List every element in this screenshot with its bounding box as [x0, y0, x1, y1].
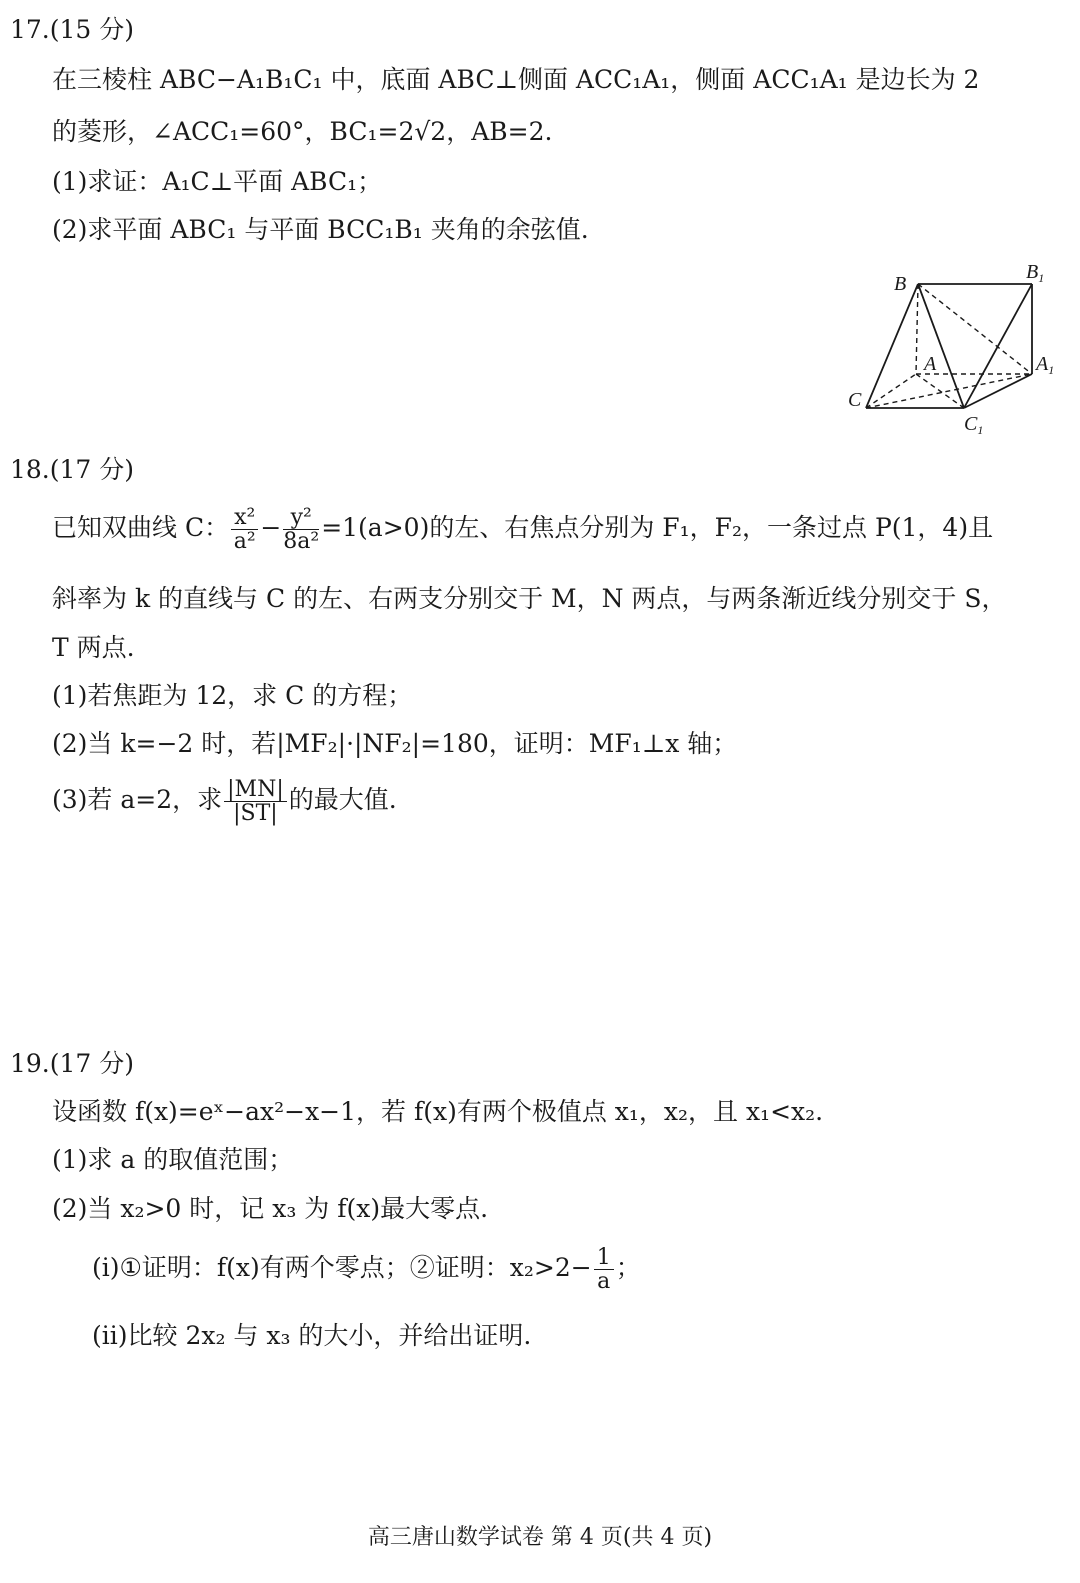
q17-header: 17.(15 分)	[10, 15, 135, 44]
q18-frac-x: $\frac{\text{x²}}{\text{a²}}$	[231, 506, 258, 553]
q18-stem-prefix: 已知双曲线 C：	[52, 513, 230, 543]
q18-frac-mn-st: $\frac{|MN|}{|ST|}$	[224, 778, 287, 825]
edge-B1-C1	[964, 284, 1032, 408]
q17-part1: (1)求证：A₁C⊥平面 ABC₁；	[52, 167, 383, 196]
label-C1: $C_1$	[964, 413, 984, 437]
q18-stem-line3: T 两点.	[52, 633, 135, 662]
q18-stem-line1: 已知双曲线 C： $\frac{\text{x²}}{\text{a²}}$ − $\frac{\text{y²}}{\text{8a²}}$ =1(a>0)的左、右焦点分别为 F₁，F₂，一条过点 P(1，4)且	[52, 505, 994, 555]
q18-part3-suffix: 的最大值.	[288, 785, 397, 815]
label-A: A	[924, 353, 937, 375]
label-B: B	[894, 273, 907, 295]
q17-part2: (2)求平面 ABC₁ 与平面 BCC₁B₁ 夹角的余弦值.	[52, 215, 589, 244]
q18-part3	[52, 778, 397, 825]
page-footer: 高三唐山数学试卷 第 4 页(共 4 页)	[367, 1525, 713, 1550]
label-A1: $A_1$	[1036, 353, 1055, 377]
label-B1: $B_1$	[1026, 261, 1045, 285]
prism-figure	[840, 258, 1070, 438]
q19-part2-ii: (ii)比较 2x₂ 与 x₃ 的大小，并给出证明.	[92, 1321, 532, 1350]
q19-part2i-prefix: (i)①证明：f(x)有两个零点；②证明：x₂>2−	[92, 1253, 592, 1283]
q19-frac-1-over-a: $\frac{1}{a}$	[594, 1246, 614, 1293]
label-C: C	[848, 389, 862, 411]
q18-part3-prefix: (3)若 a=2，求	[52, 785, 223, 815]
q19-part2: (2)当 x₂>0 时，记 x₃ 为 f(x)最大零点.	[52, 1194, 489, 1223]
q19-part2-i	[92, 1246, 641, 1293]
q18-frac-y: $\frac{\text{y²}}{\text{8a²}}$	[283, 505, 320, 555]
q18-header: 18.(17 分)	[10, 455, 135, 484]
q18-part2: (2)当 k=−2 时，若|MF₂|·|NF₂|=180，证明：MF₁⊥x 轴；	[52, 729, 738, 758]
q19-part2i-suffix: ；	[615, 1253, 641, 1283]
edge-B-A	[916, 284, 918, 374]
edge-B-C	[866, 284, 918, 408]
q18-stem-suffix: =1(a>0)的左、右焦点分别为 F₁，F₂，一条过点 P(1，4)且	[321, 513, 994, 543]
q17-stem-line2: 的菱形，∠ACC₁=60°，BC₁=2√2，AB=2.	[52, 117, 553, 146]
q18-stem-line2: 斜率为 k 的直线与 C 的左、右两支分别交于 M，N 两点，与两条渐近线分别交于 S，	[52, 584, 1007, 613]
q19-stem: 设函数 f(x)=eˣ−ax²−x−1，若 f(x)有两个极值点 x₁，x₂，且 x₁<x₂.	[52, 1097, 824, 1126]
q19-header: 19.(17 分)	[10, 1049, 135, 1078]
q17-stem-line1: 在三棱柱 ABC−A₁B₁C₁ 中，底面 ABC⊥侧面 ACC₁A₁，侧面 ACC₁A₁ 是边长为 2	[52, 65, 980, 94]
q18-part1: (1)若焦距为 12，求 C 的方程；	[52, 681, 413, 710]
q19-part1: (1)求 a 的取值范围；	[52, 1145, 294, 1174]
